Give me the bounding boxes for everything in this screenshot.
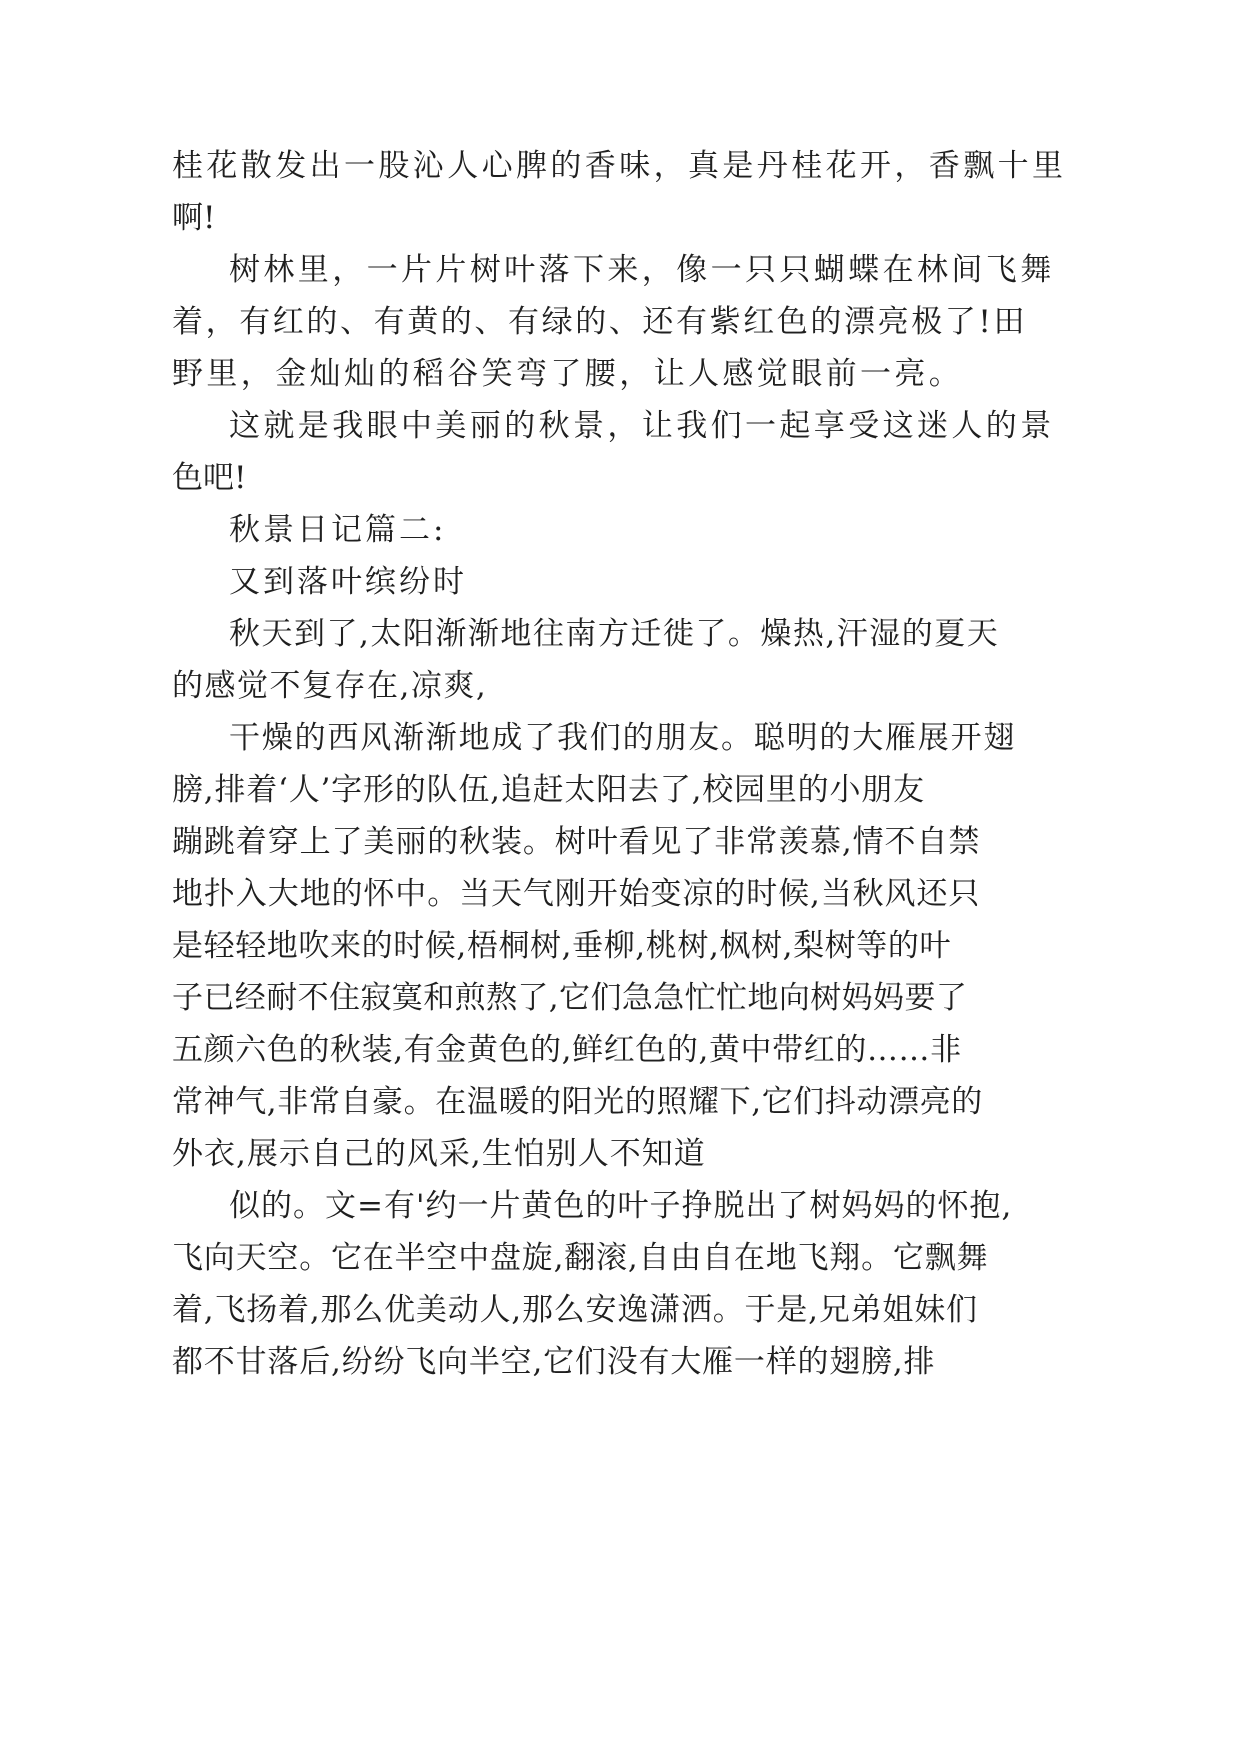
text-line-19: 常神气,非常自豪。在温暖的阳光的照耀下,它们抖动漂亮的 (172, 1084, 983, 1120)
text-line-3: 树林里，一片片树叶落下来，像一只只蝴蝶在林间飞舞 (229, 252, 1055, 288)
text-line-1: 桂花散发出一股沁人心脾的香味，真是丹桂花开，香飘十里 (172, 148, 1067, 184)
text-line-12: 干燥的西风渐渐地成了我们的朋友。聪明的大雁展开翅 (229, 720, 1017, 756)
text-line-17: 子已经耐不住寂寞和煎熬了,它们急急忙忙地向树妈妈要了 (172, 980, 968, 1016)
text-line-23: 着,飞扬着,那么优美动人,那么安逸潇洒。于是,兄弟姐妹们 (172, 1292, 978, 1328)
text-line-8: 秋景日记篇二: (229, 512, 447, 548)
text-line-11: 的感觉不复存在,凉爽, (172, 668, 488, 704)
text-line-16: 是轻轻地吹来的时候,梧桐树,垂柳,桃树,枫树,梨树等的叶 (172, 928, 952, 964)
text-line-15: 地扑入大地的怀中。当天气刚开始变凉的时候,当秋风还只 (172, 876, 981, 912)
text-line-2: 啊! (172, 200, 216, 236)
text-line-24: 都不甘落后,纷纷飞向半空,它们没有大雁一样的翅膀,排 (172, 1344, 936, 1380)
text-line-7: 色吧! (172, 460, 247, 496)
text-line-5: 野里，金灿灿的稻谷笑弯了腰，让人感觉眼前一亮。 (172, 356, 964, 392)
text-line-18: 五颜六色的秋装,有金黄色的,鲜红色的,黄中带红的……非 (172, 1032, 962, 1068)
text-line-4: 着，有红的、有黄的、有绿的、还有紫红色的漂亮极了!田 (172, 304, 1028, 340)
text-line-13: 膀,排着‘人’字形的队伍,追赶太阳去了,校园里的小朋友 (172, 772, 925, 808)
text-line-10: 秋天到了,太阳渐渐地往南方迁徙了。燥热,汗湿的夏天 (229, 616, 1000, 652)
text-line-21: 似的。文=有'约一片黄色的叶子挣脱出了树妈妈的怀抱, (229, 1188, 1013, 1224)
text-line-22: 飞向天空。它在半空中盘旋,翻滚,自由自在地飞翔。它飘舞 (172, 1240, 989, 1276)
text-line-6: 这就是我眼中美丽的秋景，让我们一起享受这迷人的景 (229, 408, 1055, 444)
text-line-20: 外衣,展示自己的风采,生怕别人不知道 (172, 1136, 706, 1172)
text-line-14: 蹦跳着穿上了美丽的秋装。树叶看见了非常羡慕,情不自禁 (172, 824, 981, 860)
text-line-9: 又到落叶缤纷时 (229, 564, 467, 600)
